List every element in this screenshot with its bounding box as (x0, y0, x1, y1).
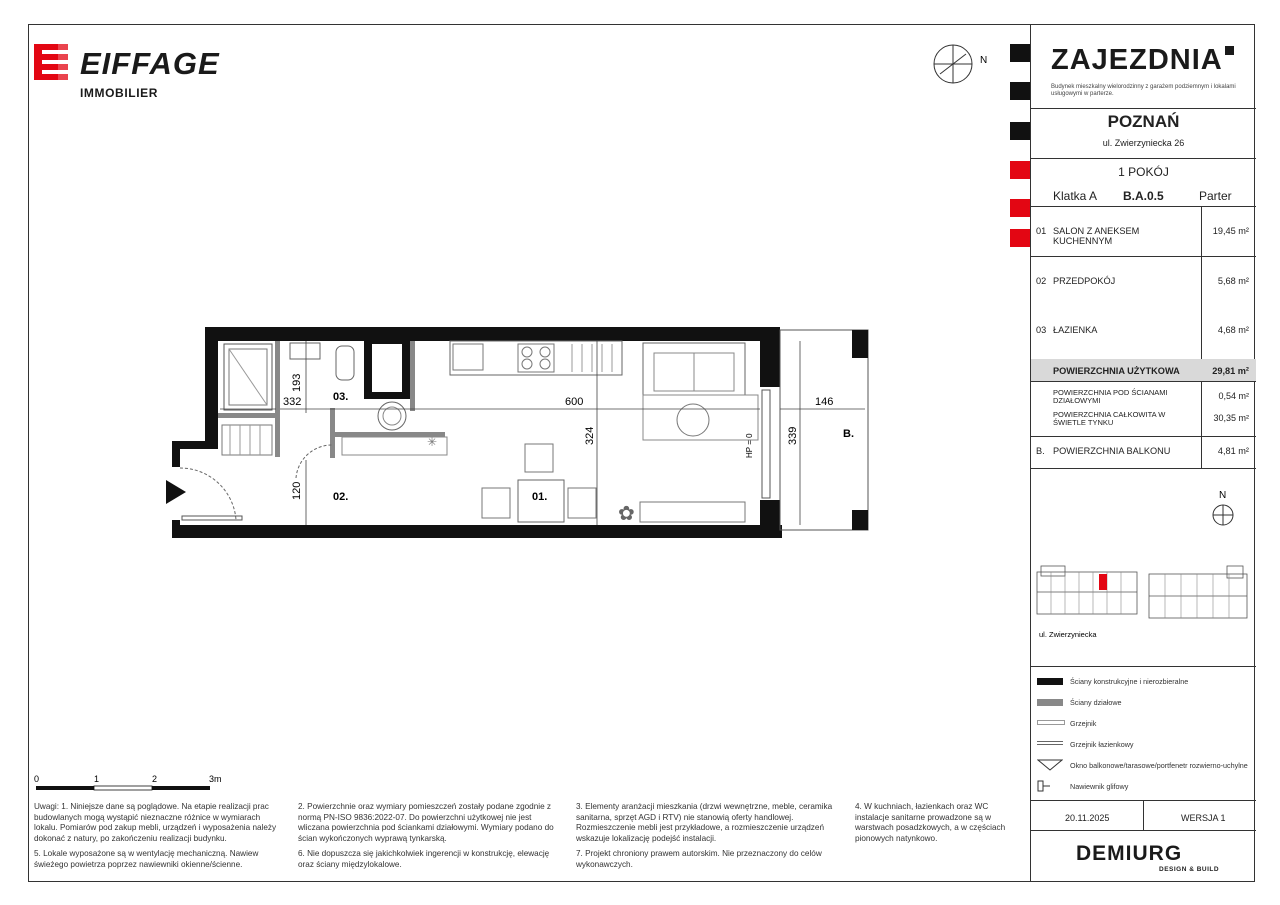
balcony-num: B. (1036, 446, 1045, 456)
drawing-version: WERSJA 1 (1181, 813, 1226, 823)
dim-339: 339 (787, 426, 799, 445)
dim-146: 146 (815, 396, 834, 408)
project-title (1051, 44, 1234, 77)
scale-label-0: 0 (34, 774, 40, 784)
area-row-name: SALON Z ANEKSEM KUCHENNYM (1053, 226, 1140, 246)
note-3: 3. Elementy aranżacji mieszkania (drzwi wewnętrzne, meble, ceramika sanitarna, sprzęt AGD i RTV) nie stanowią oferty handlowej. Rozmieszczenie mebli jest przykładowe, a rozmieszczenie urządzeń wskazuje lokalizację podejść instalacji. (576, 802, 833, 843)
designer-logo: DEMIURG (1076, 842, 1183, 865)
key-plan (1031, 552, 1256, 642)
brand-name: EIFFAGE (80, 46, 220, 81)
unit-code: B.A.0.5 (1123, 189, 1164, 203)
dim-193: 193 (291, 373, 303, 392)
floor-plan (160, 320, 880, 550)
scale-label-3: 3m (209, 774, 222, 784)
total-area-name: POWIERZCHNIA UŻYTKOWA (1053, 366, 1180, 376)
balcony-value: 4,81 m² (1217, 446, 1249, 456)
window-icon (1037, 759, 1063, 771)
area-row-num: 02 (1036, 276, 1047, 286)
area-row-name: ŁAZIENKA (1053, 325, 1098, 335)
dim-332: 332 (283, 396, 302, 408)
note-1: Uwagi: 1. Niniejsze dane są poglądowe. Na etapie realizacji prac budowlanych mogą wystąpić nieznaczne różnice w wymiarach lokalu. Pomiarów pod zakup mebli, urządzeń i wyposażenia należy dokonać z natury, po zakończeniu realizacji budynku. (34, 802, 277, 843)
index-tab-5 (1010, 199, 1030, 217)
note-7: 7. Projekt chroniony prawem autorskim. Nie przeznaczony do celów wykonawczych. (576, 849, 822, 869)
project-description: Budynek mieszkalny wielorodzinny z garażem podziemnym i lokalami usługowymi w parterze. (1051, 84, 1236, 97)
note-4: 4. W kuchniach, łazienkach oraz WC instalacje sanitarne prowadzone są w warstwach posadzkowych, a w częściach pionowych natynkowo. (855, 802, 1006, 843)
eiffage-logo-mark (34, 42, 72, 80)
rooms-count: 1 POKÓJ (1118, 165, 1169, 179)
legend-text: Okno balkonowe/tarasowe/portfenetr rozwierno-uchylne (1070, 761, 1248, 770)
area-row-value: 19,45 m² (1212, 226, 1249, 236)
scale-label-1: 1 (94, 774, 100, 784)
area-row-value: 5,68 m² (1217, 276, 1249, 286)
partition-walls (218, 341, 445, 458)
total-area-value: 29,81 m² (1212, 366, 1249, 376)
dim-600: 600 (565, 396, 584, 408)
notes-col-3 (576, 802, 840, 876)
room-b-label: B. (843, 428, 854, 440)
room-01-label: 01. (532, 491, 548, 503)
legend-swatch (1037, 678, 1063, 685)
legend-text: Grzejnik (1070, 719, 1097, 728)
legend-text: Ściany konstrukcyjne i nierozbieralne (1070, 677, 1189, 686)
total-plaster-area-value: 30,35 m² (1213, 413, 1249, 423)
compass-icon (932, 42, 992, 86)
drawing-date: 20.11.2025 (1065, 813, 1110, 823)
notes-col-1 (34, 802, 284, 876)
floor: Parter (1199, 189, 1232, 203)
address: ul. Zwierzyniecka 26 (1102, 138, 1185, 148)
legend-swatch (1037, 699, 1063, 706)
balcony-name: POWIERZCHNIA BALKONU (1053, 446, 1171, 456)
note-2: 2. Powierzchnie oraz wymiary pomieszczeń zostały podane zgodnie z normą PN-ISO 9836:2022-07. Do powierzchni użytkowej nie jest wliczana powierzchnia pod ściankami działowymi. Wymiary podano do ścian wykończonych wyprawą tynkarską. (298, 802, 554, 843)
dim-324: 324 (584, 426, 596, 445)
scale-label-2: 2 (152, 774, 158, 784)
legend-text: Nawiewnik glifowy (1070, 782, 1129, 791)
compass-label: N (980, 55, 988, 66)
street-label: ul. Zwierzyniecka (1039, 630, 1097, 639)
legend-text: Grzejnik łazienkowy (1070, 740, 1134, 749)
index-tab-2 (1010, 82, 1030, 100)
svg-text:✿: ✿ (618, 503, 635, 525)
brand-sub: IMMOBILIER (80, 86, 158, 100)
area-under-walls-value: 0,54 m² (1218, 391, 1249, 401)
area-row-value: 4,68 m² (1217, 325, 1249, 335)
notes-col-4 (855, 802, 1019, 849)
legend-text: Ściany działowe (1070, 698, 1122, 707)
index-tab-1 (1010, 44, 1030, 62)
note-6: 6. Nie dopuszcza się jakichkolwiek ingerencji w konstrukcję, elewację oraz ściany międzylokalowe. (298, 849, 550, 869)
city: POZNAŃ (1107, 112, 1180, 131)
unit-highlight (1099, 574, 1107, 590)
index-tab-4 (1010, 161, 1030, 179)
room-02-label: 02. (333, 491, 349, 503)
north-arrow-icon (1209, 488, 1239, 528)
note-5: 5. Lokale wyposażone są w wentylację mechaniczną. Nawiew świeżego powietrza poprzez nawiewniki okienne/ścienne. (34, 849, 259, 869)
area-under-walls-name: POWIERZCHNIA POD ŚCIANAMI DZIAŁOWYMI (1053, 388, 1168, 405)
svg-text:✳: ✳ (427, 435, 438, 449)
notes-col-2 (298, 802, 562, 876)
area-row-num: 01 (1036, 226, 1047, 236)
structural-walls (172, 327, 782, 538)
radiator-icon (1037, 720, 1065, 725)
hp-label: HP = 0 (745, 433, 754, 458)
area-row-num: 03 (1036, 325, 1047, 335)
index-tab-3 (1010, 122, 1030, 140)
north-label: N (1219, 490, 1227, 501)
room-03-label: 03. (333, 391, 349, 403)
scale-bar (34, 772, 234, 794)
designer-sub: DESIGN & BUILD (1159, 866, 1220, 873)
dim-120: 120 (291, 481, 303, 500)
vent-icon (1037, 780, 1051, 792)
bath-radiator-icon (1037, 741, 1063, 745)
title-block (1030, 24, 1255, 882)
staircase: Klatka A (1053, 189, 1098, 203)
index-tab-6 (1010, 229, 1030, 247)
project-title-text: ZAJEZDNIA (1051, 44, 1223, 76)
area-row-name: PRZEDPOKÓJ (1053, 276, 1116, 286)
total-plaster-area-name: POWIERZCHNIA CAŁKOWITA W ŚWIETLE TYNKU (1053, 410, 1166, 427)
